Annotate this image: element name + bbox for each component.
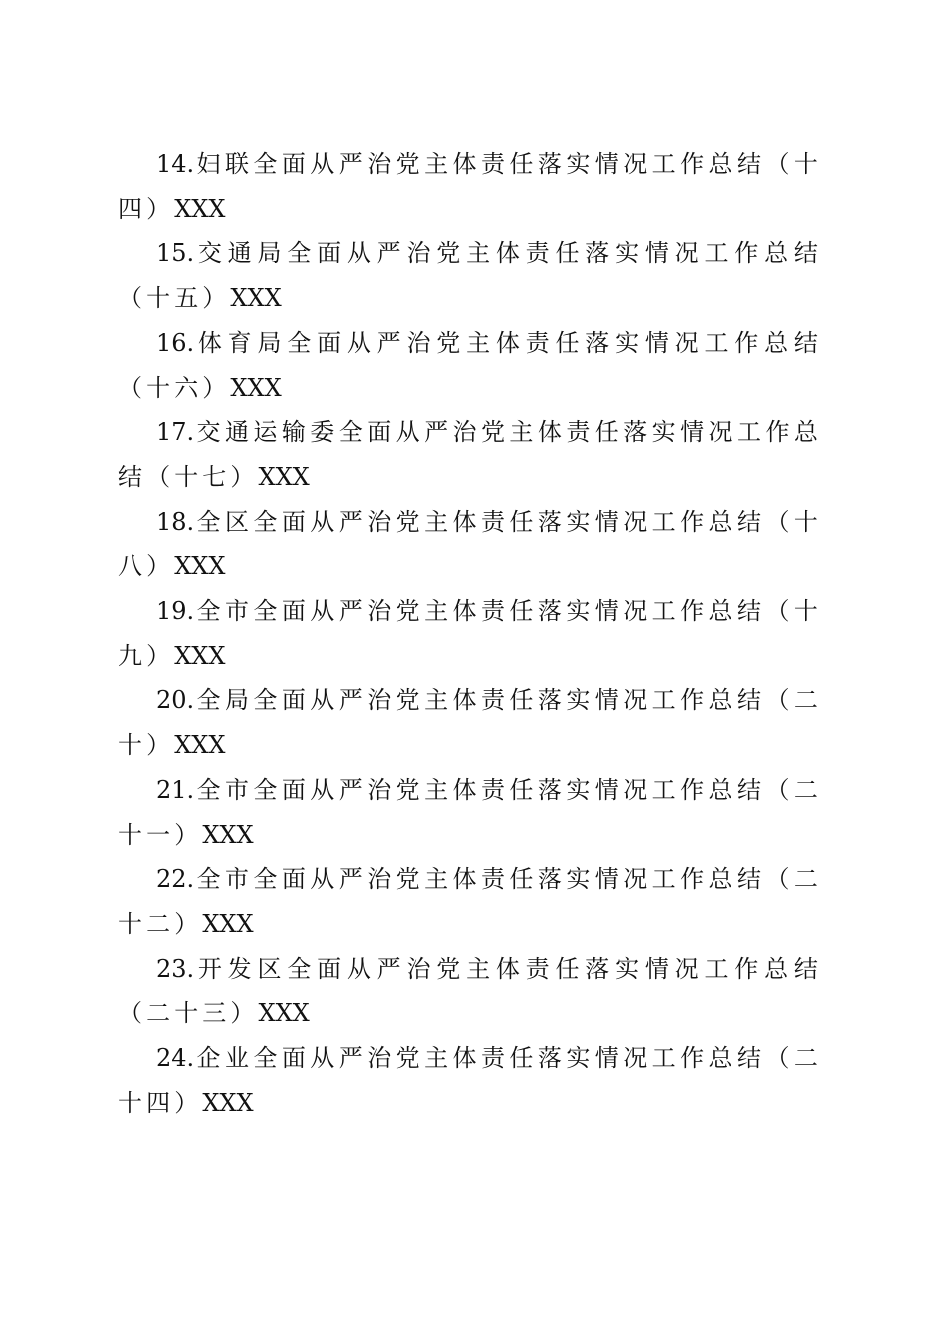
toc-item-number: 19.: [156, 597, 195, 626]
toc-item: [118, 678, 822, 767]
toc-item-code: XXX: [230, 284, 282, 313]
toc-item-code: XXX: [174, 552, 226, 581]
toc-item: [118, 410, 822, 499]
toc-item: [118, 142, 822, 231]
toc-item-title: 体育局全面从严治党主体责任落实情况工作总结（十六）: [118, 328, 822, 402]
toc-item: [118, 500, 822, 589]
toc-item-code: XXX: [202, 820, 254, 849]
toc-item-title: 全市全面从严治党主体责任落实情况工作总结（二十一）: [118, 775, 822, 849]
toc-item-code: XXX: [174, 641, 226, 670]
toc-item-number: 16.: [156, 328, 195, 357]
toc-item-code: XXX: [174, 194, 226, 223]
toc-item-title: 全市全面从严治党主体责任落实情况工作总结（二十二）: [118, 865, 822, 938]
toc-item-number: 14.: [156, 150, 195, 178]
toc-item-code: XXX: [258, 999, 310, 1028]
toc-item-title: 全区全面从严治党主体责任落实情况工作总结（十八）: [118, 507, 822, 581]
toc-item: [118, 321, 822, 410]
toc-item-title: 交通局全面从严治党主体责任落实情况工作总结（十五）: [118, 239, 822, 313]
toc-item-number: 20.: [156, 686, 195, 715]
toc-item-number: 17.: [156, 418, 195, 447]
toc-item-number: 23.: [156, 954, 195, 983]
toc-item: [118, 947, 822, 1036]
toc-item: [118, 768, 822, 857]
toc-item-number: 21.: [156, 775, 195, 804]
toc-item: [118, 231, 822, 320]
toc-list: [118, 142, 822, 1125]
toc-item-number: 24.: [156, 1044, 195, 1073]
toc-item-code: XXX: [230, 373, 282, 402]
toc-item-title: 开发区全面从严治党主体责任落实情况工作总结（二十三）: [118, 954, 822, 1028]
toc-item-title: 企业全面从严治党主体责任落实情况工作总结（二十四）: [118, 1044, 822, 1117]
toc-item: [118, 589, 822, 678]
toc-item-title: 全市全面从严治党主体责任落实情况工作总结（十九）: [118, 597, 822, 670]
toc-item-title: 全局全面从严治党主体责任落实情况工作总结（二十）: [118, 686, 822, 760]
toc-item-title: 妇联全面从严治党主体责任落实情况工作总结（十四）: [118, 150, 822, 223]
toc-item: [118, 1036, 822, 1125]
toc-item-code: XXX: [202, 1088, 254, 1117]
toc-item: [118, 857, 822, 946]
toc-item-number: 15.: [156, 239, 195, 268]
toc-item-number: 22.: [156, 865, 195, 894]
toc-item-code: XXX: [258, 462, 310, 491]
toc-item-code: XXX: [174, 731, 226, 760]
toc-item-title: 交通运输委全面从严治党主体责任落实情况工作总结（十七）: [118, 418, 822, 491]
toc-item-number: 18.: [156, 507, 195, 536]
toc-item-code: XXX: [202, 909, 254, 938]
